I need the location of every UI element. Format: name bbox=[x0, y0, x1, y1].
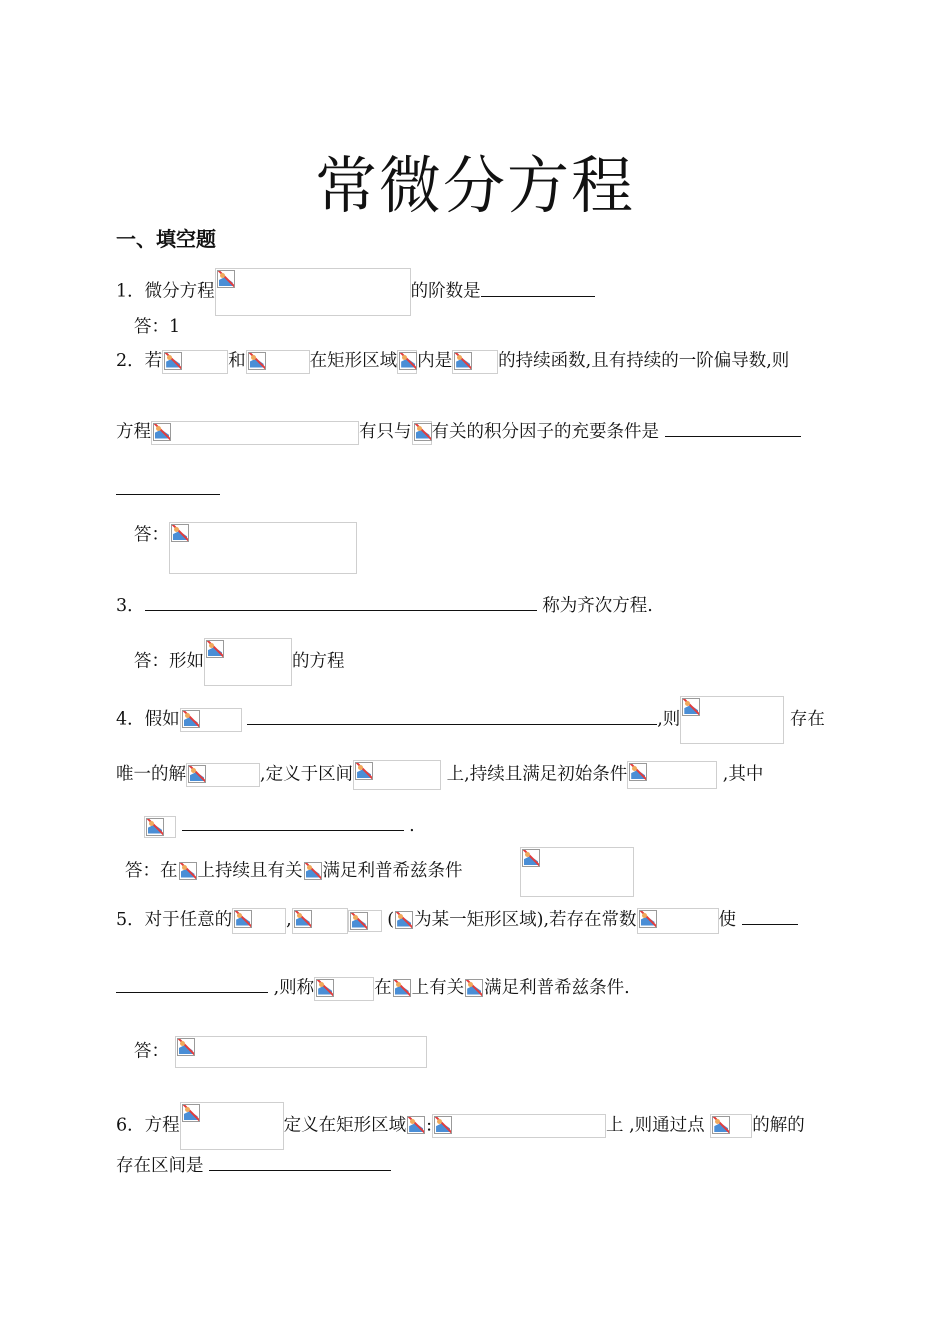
formula-image-icon bbox=[144, 816, 176, 838]
answer-2: 答： bbox=[134, 522, 357, 574]
page-title: 常微分方程 bbox=[314, 149, 635, 222]
formula-image-icon bbox=[178, 861, 198, 883]
formula-image-icon bbox=[180, 708, 242, 732]
question-2-cont: 方程 有只与 有关的积分因子的充要条件是 bbox=[116, 418, 801, 445]
question-4-cont2: . bbox=[144, 812, 415, 839]
formula-image-icon bbox=[151, 421, 359, 445]
question-2-blank-cont bbox=[116, 476, 220, 503]
formula-image-icon bbox=[246, 350, 310, 374]
answer-blank bbox=[145, 592, 537, 611]
formula-image-icon bbox=[452, 350, 498, 374]
answer-blank bbox=[742, 906, 798, 925]
question-5-cont: ,则称 在 上有关 满足利普希兹条件. bbox=[116, 974, 630, 1001]
formula-image-icon bbox=[353, 760, 441, 790]
formula-image-icon bbox=[180, 1102, 284, 1150]
formula-image-icon bbox=[432, 1114, 606, 1138]
question-6: 6．方程 定义在矩形区域 : 上 ,则通过点 的解的 bbox=[116, 1102, 805, 1150]
formula-image-icon bbox=[292, 908, 348, 934]
question-4: 4．假如 ,则 存在 bbox=[116, 696, 825, 744]
formula-image-icon bbox=[232, 908, 286, 934]
formula-image-icon bbox=[348, 910, 382, 932]
section-heading: 一、填空题 bbox=[116, 227, 216, 251]
question-3: 3． 称为齐次方程. bbox=[116, 592, 653, 619]
answer-blank bbox=[182, 812, 404, 831]
formula-image-icon bbox=[314, 977, 374, 1001]
answer-blank bbox=[209, 1152, 391, 1171]
answer-blank bbox=[665, 418, 801, 437]
formula-image-icon bbox=[520, 847, 634, 897]
formula-image-icon bbox=[412, 421, 432, 445]
question-2: 2．若 和 在矩形区域 内是 的持续函数,且有持续的一阶偏导数,则 bbox=[116, 348, 789, 374]
formula-image-icon bbox=[186, 763, 260, 787]
formula-image-icon bbox=[406, 1115, 426, 1137]
question-1: 1．微分方程 的阶数是 bbox=[116, 268, 595, 316]
formula-image-icon bbox=[680, 696, 784, 744]
formula-image-icon bbox=[169, 522, 357, 574]
formula-image-icon bbox=[627, 761, 717, 789]
answer-blank bbox=[481, 278, 595, 297]
formula-image-icon bbox=[464, 978, 484, 1000]
formula-image-icon bbox=[394, 910, 414, 932]
answer-4: 答：在 上持续且有关 满足利普希兹条件 bbox=[125, 861, 463, 881]
formula-image-icon bbox=[175, 1036, 427, 1068]
formula-image-icon bbox=[397, 350, 417, 374]
question-4-cont: 唯一的解 ,定义于区间 上,持续且满足初始条件 ,其中 bbox=[116, 760, 763, 790]
answer-4-formula bbox=[520, 847, 634, 897]
question-6-cont: 存在区间是 bbox=[116, 1152, 391, 1179]
formula-image-icon bbox=[215, 268, 411, 316]
answer-1: 答：1 bbox=[134, 317, 181, 337]
answer-3: 答：形如 的方程 bbox=[134, 638, 345, 686]
formula-image-icon bbox=[392, 978, 412, 1000]
formula-image-icon bbox=[637, 908, 719, 934]
answer-blank bbox=[116, 476, 220, 495]
answer-blank bbox=[247, 706, 657, 725]
answer-blank bbox=[116, 974, 268, 993]
formula-image-icon bbox=[162, 350, 228, 374]
answer-5: 答： bbox=[134, 1036, 427, 1068]
formula-image-icon bbox=[710, 1114, 752, 1138]
question-5: 5．对于任意的 , ( 为某一矩形区域),若存在常数 使 bbox=[116, 906, 798, 934]
formula-image-icon bbox=[303, 861, 323, 883]
formula-image-icon bbox=[204, 638, 292, 686]
